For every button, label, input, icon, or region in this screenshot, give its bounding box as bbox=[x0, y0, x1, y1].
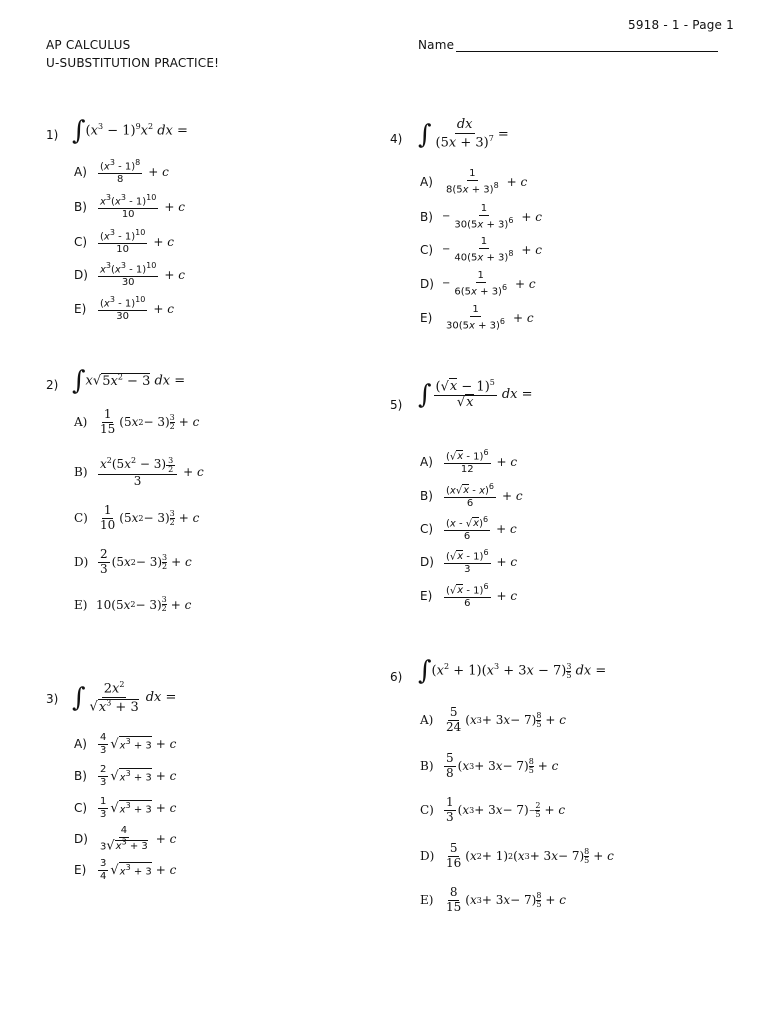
choice-label: E) bbox=[74, 597, 88, 612]
choice-a[interactable]: A) $\frac{1}{15}$ (5 x 2 − 3) 3 2 + c bbox=[74, 407, 200, 436]
choice-b[interactable]: B) $\frac{2}{3}$ √ $x^3 + 3$ + c bbox=[74, 764, 177, 788]
choice-d[interactable]: D) $\frac{4}{3√x^3 + 3}$ + c bbox=[74, 825, 177, 853]
choice-label: D) bbox=[420, 849, 435, 864]
choice-label: C) bbox=[420, 521, 434, 536]
choice-e[interactable]: E) $\frac{3}{4}$ √ $x^3 + 3$ + c bbox=[74, 858, 177, 882]
choice-e[interactable]: E) $\frac{(x^3 - 1)^{10}}{30}$ + c bbox=[74, 295, 174, 322]
choice-a[interactable]: A) $\frac{5}{24}$ ( x 3 + 3 x − 7) 8 5 + c bbox=[420, 705, 567, 734]
choice-label: A) bbox=[420, 713, 434, 728]
choice-a[interactable]: A) $\frac{(x^3 - 1)^8}{8}$ + c bbox=[74, 158, 169, 185]
choice-e[interactable]: E) $\frac{8}{15}$ ( x 3 + 3 x − 7) 8 5 + c bbox=[420, 885, 567, 914]
choice-a[interactable]: A) $\frac{(√x - 1)^6}{12}$ + c bbox=[420, 448, 518, 475]
choice-label: B) bbox=[74, 199, 87, 214]
choice-d[interactable]: D) $\frac{2}{3}$ (5 x 2 − 3) 3 2 + c bbox=[74, 547, 192, 576]
course-title: AP CALCULUS bbox=[46, 38, 131, 52]
problem-number: 5) bbox=[390, 398, 403, 412]
problem-number: 1) bbox=[46, 128, 59, 142]
choice-e[interactable]: E) $\frac{(√x - 1)^6}{6}$ + c bbox=[420, 582, 518, 609]
choice-b[interactable]: B) $\frac{x^3(x^3 - 1)^{10}}{10}$ + c bbox=[74, 193, 185, 220]
problem-4 bbox=[390, 118, 730, 348]
choice-label: A) bbox=[420, 174, 433, 189]
choice-label: B) bbox=[420, 488, 433, 503]
problem-number: 4) bbox=[390, 132, 403, 146]
choice-label: A) bbox=[420, 454, 433, 469]
problem-3 bbox=[46, 680, 346, 890]
choice-label: C) bbox=[420, 803, 434, 818]
problem-integral: $\int x√5x^2 - 3$ dx = bbox=[72, 366, 186, 396]
name-label: Name bbox=[418, 38, 455, 52]
choice-d[interactable]: D) $\frac{(√x - 1)^6}{3}$ + c bbox=[420, 548, 518, 575]
problem-5 bbox=[390, 378, 730, 618]
choice-label: D) bbox=[420, 554, 434, 569]
choice-label: B) bbox=[420, 209, 433, 224]
choice-label: C) bbox=[74, 801, 88, 815]
choice-label: E) bbox=[420, 310, 433, 325]
choice-label: D) bbox=[420, 276, 434, 291]
choice-label: C) bbox=[74, 234, 88, 249]
choice-label: E) bbox=[420, 588, 433, 603]
choice-e[interactable]: E) 10(5 x 2 − 3) 3 2 + c bbox=[74, 595, 192, 613]
choice-label: D) bbox=[74, 832, 88, 847]
choice-c[interactable]: C) $\frac{1}{10}$ (5 x 2 − 3) 3 2 + c bbox=[74, 503, 200, 532]
problem-integral: ∫ $\frac{(√x - 1)^5}{√x}$ dx = bbox=[418, 378, 533, 411]
problem-integral: ∫ $\frac{dx}{(5x + 3)^7}$ = bbox=[418, 117, 509, 151]
choice-b[interactable]: B) $\frac{(x√x - x)^6}{6}$ + c bbox=[420, 482, 523, 509]
choice-a[interactable]: A) $\frac{4}{3}$ √ $x^3 + 3$ + c bbox=[74, 732, 177, 756]
problem-2 bbox=[46, 368, 346, 628]
choice-label: C) bbox=[420, 242, 434, 257]
choice-c[interactable]: C) $\frac{(x^3 - 1)^{10}}{10}$ + c bbox=[74, 228, 174, 255]
choice-label: E) bbox=[420, 893, 434, 908]
choice-label: A) bbox=[74, 415, 88, 430]
choice-d[interactable]: D) $\frac{x^3(x^3 - 1)^{10}}{30}$ + c bbox=[74, 261, 185, 288]
choice-c[interactable]: C) − $\frac{1}{40(5x + 3)^8}$ + c bbox=[420, 236, 543, 263]
choice-b[interactable]: B) $\frac{5}{8}$ ( x 3 + 3 x − 7) 8 5 + c bbox=[420, 751, 559, 780]
choice-c[interactable]: C) $\frac{(x - √x)^6}{6}$ + c bbox=[420, 515, 517, 542]
name-field[interactable] bbox=[418, 38, 718, 52]
choice-label: A) bbox=[74, 737, 87, 751]
choice-c[interactable]: C) $\frac{1}{3}$ √ $x^3 + 3$ + c bbox=[74, 796, 177, 820]
choice-label: D) bbox=[74, 555, 89, 570]
choice-label: D) bbox=[74, 267, 88, 282]
worksheet-subtitle: U-SUBSTITUTION PRACTICE! bbox=[46, 56, 220, 70]
problem-number: 6) bbox=[390, 670, 403, 684]
problem-integral: $\int(x^2 + 1)(x^3 + 3x - 7)$ $\frac{3}{5}$ dx = bbox=[418, 656, 607, 686]
page-id: 5918 - 1 - Page 1 bbox=[628, 18, 734, 32]
choice-label: A) bbox=[74, 164, 87, 179]
choice-d[interactable]: D) − $\frac{1}{6(5x + 3)^6}$ + c bbox=[420, 270, 536, 297]
choice-d[interactable]: D) $\frac{5}{16}$ ( x 2 + 1) 2 ( x 3 + 3 x − 7) 8 5 + c bbox=[420, 841, 614, 870]
choice-label: B) bbox=[74, 769, 87, 783]
choice-e[interactable]: E) $\frac{1}{30(5x + 3)^6}$ + c bbox=[420, 304, 534, 331]
choice-b[interactable]: B) $x^2(5x^2 - 3)$ $\frac{3}{2}$ 3 + c bbox=[74, 456, 204, 489]
problem-1 bbox=[46, 118, 346, 338]
choice-a[interactable]: A) $\frac{1}{8(5x + 3)^8}$ + c bbox=[420, 168, 528, 195]
name-underline[interactable] bbox=[456, 39, 718, 52]
choice-c[interactable]: C) $\frac{1}{3}$ ( x 3 + 3 x − 7) − $\frac{2}{5}$ + c bbox=[420, 795, 566, 824]
choice-label: C) bbox=[74, 511, 88, 526]
choice-label: E) bbox=[74, 863, 87, 877]
problem-integral: ∫ $\frac{2x^2}{√x^3 + 3}$ dx = bbox=[72, 680, 177, 715]
choice-label: B) bbox=[420, 759, 434, 774]
choice-label: E) bbox=[74, 301, 87, 316]
problem-number: 2) bbox=[46, 378, 59, 392]
problem-integral: $\int(x^3 - 1)^9x^2$ dx = bbox=[72, 116, 188, 146]
problem-6 bbox=[390, 658, 750, 918]
choice-b[interactable]: B) − $\frac{1}{30(5x + 3)^6}$ + c bbox=[420, 203, 543, 230]
problem-number: 3) bbox=[46, 692, 59, 706]
choice-label: B) bbox=[74, 465, 88, 480]
